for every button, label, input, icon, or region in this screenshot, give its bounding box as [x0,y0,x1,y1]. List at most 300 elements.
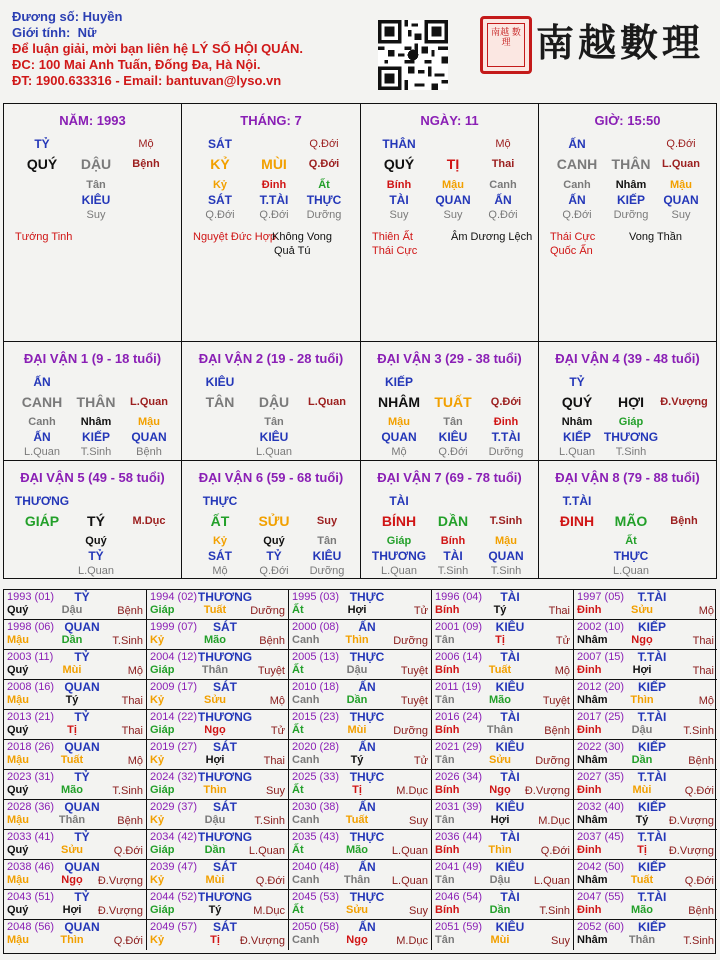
year-stem: Canh [292,934,320,946]
dai-van-title: ĐẠI VẬN 3 (29 - 38 tuổi) [377,351,522,366]
year-branch: Tý [635,814,649,826]
year-cell [574,860,717,890]
pillar-top-left-god: SÁT [208,137,232,151]
year-god: ẤN [358,740,376,754]
year-label: 2032 (40) [577,801,625,813]
year-god: TÀI [500,590,520,604]
year-cell [4,590,147,620]
hidden-god: THƯƠNG [371,549,427,563]
pillar-branch-state: Bệnh [132,158,160,170]
year-label: 2010 (18) [292,681,340,693]
hidden-stem: Nhâm [615,179,647,191]
year-cell [289,590,432,620]
year-god: T.TÀI [637,770,667,784]
year-god: T.TÀI [637,590,667,604]
hidden-state: Mộ [391,446,407,458]
hidden-god: THỰC [613,549,649,563]
dai-van-state: Bệnh [670,515,698,527]
hidden-god: ẤN [494,193,512,207]
year-label: 2039 (47) [150,861,198,873]
year-cell [432,740,574,770]
year-cell [4,860,147,890]
year-god: ẤN [358,800,376,814]
year-label: 2006 (14) [435,651,483,663]
year-stem: Giáp [150,604,175,616]
year-cell [432,620,574,650]
year-stem: Tân [435,814,455,826]
hidden-god: T.TÀI [259,193,289,207]
year-stem: Ất [292,784,304,796]
year-state: Tử [555,635,570,647]
hidden-stem: Mậu [388,416,410,428]
year-label: 2045 (53) [292,891,340,903]
year-branch: Dần [631,754,653,766]
year-cell [147,830,289,860]
contact-line: Để luận giải, mời bạn liên hệ LÝ SỐ HỘI QUÁN. [12,41,303,56]
year-label: 2034 (42) [150,831,198,843]
year-label: 2004 (12) [150,651,198,663]
dai-van-top-god: TÀI [389,494,409,508]
dai-van-state: Đ.Vượng [660,396,708,408]
year-branch: Hợi [62,904,82,916]
dai-van-top-god: TỶ [569,375,585,389]
year-label: 2009 (17) [150,681,198,693]
hidden-god: KIÊU [438,430,468,444]
year-god: THỰC [349,770,385,784]
dai-van-top-god: KIẾP [384,375,414,389]
year-stem: Quý [7,904,29,916]
year-stem: Tân [435,694,455,706]
dai-van-branch: TUẤT [434,394,472,410]
year-stem: Tân [435,934,455,946]
year-stem: Kỷ [150,634,165,646]
year-stem: Giáp [150,784,175,796]
star-2: Quả Tú [274,245,311,257]
year-cell [147,890,289,920]
year-cell [289,770,432,800]
hidden-god: QUAN [488,549,524,563]
year-cell [574,620,717,650]
hidden-state: T.Sinh [437,565,469,577]
star-0: Tướng Tinh [15,231,73,243]
year-label: 1998 (06) [7,621,55,633]
year-god: THƯƠNG [197,830,253,844]
year-cell [289,890,432,920]
year-stem: Nhâm [577,634,608,646]
year-god: QUAN [64,680,100,694]
year-label: 2002 (10) [577,621,625,633]
year-branch: Thìn [345,634,369,646]
year-god: KIÊU [495,860,525,874]
year-god: TỶ [74,590,90,604]
dai-van-branch: HỢI [618,394,644,410]
chart-header [12,9,303,89]
star-1: Âm Dương Lệch [451,231,533,243]
year-state: Bệnh [544,725,570,737]
year-cell [4,680,147,710]
year-state: Bệnh [117,605,143,617]
hidden-state: Dưỡng [613,209,649,221]
year-cell [289,830,432,860]
hidden-stem: Ất [625,535,637,547]
star-0: Thiên Ất [372,231,413,243]
year-god: KIÊU [495,740,525,754]
hidden-stem: Kỷ [212,179,228,191]
hidden-state: T.Sinh [80,446,112,458]
year-branch: Dậu [489,874,511,886]
year-state: Dưỡng [535,755,570,767]
year-label: 2027 (35) [577,771,625,783]
hidden-state: L.Quan [380,565,418,577]
year-branch: Tị [495,634,505,646]
year-branch: Mão [204,634,226,646]
year-god: TÀI [500,710,520,724]
hidden-state: T.Sinh [615,446,647,458]
dai-van-state: Suy [316,515,338,527]
year-state: T.Sinh [112,635,143,647]
hidden-stem: Đinh [493,416,519,428]
hidden-stem: Nhâm [80,416,112,428]
year-god: THƯƠNG [197,770,253,784]
pillar-top-right: Mộ [495,138,511,150]
year-cell [4,710,147,740]
year-cell [432,770,574,800]
dai-van-branch: DẬU [258,394,290,410]
year-state: Q.Đới [684,875,714,887]
hidden-god: SÁT [208,193,232,207]
year-god: TỶ [74,650,90,664]
year-god: SÁT [213,920,237,934]
year-god: QUAN [64,740,100,754]
year-state: Mộ [127,755,143,767]
year-branch: Hợi [490,814,510,826]
year-stem: Kỷ [150,694,165,706]
hidden-state: Dưỡng [306,209,342,221]
address-line: ĐC: 100 Mai Anh Tuấn, Đống Đa, Hà Nội. [12,57,261,72]
pillar-title: GIỜ: 15:50 [594,113,661,128]
year-branch: Tị [67,724,77,736]
hidden-god: QUAN [435,193,471,207]
year-label: 2011 (19) [435,681,482,693]
year-cell [147,740,289,770]
pillar-branch: THÂN [611,156,651,172]
year-state: Đ.Vượng [524,785,570,797]
year-state: Q.Đới [113,935,143,947]
year-branch: Thân [343,874,371,886]
pillar-branch: MÙI [261,156,287,172]
year-cell [432,650,574,680]
year-stem: Bính [435,604,460,616]
year-state: Đ.Vượng [668,845,714,857]
year-god: TỶ [74,830,90,844]
year-label: 1993 (01) [7,591,55,603]
year-state: M.Dục [253,905,285,917]
year-stem: Bính [435,904,460,916]
year-god: TỶ [74,710,90,724]
pillar-title: NĂM: 1993 [59,113,126,128]
year-god: SÁT [213,620,237,634]
year-stem: Quý [7,604,29,616]
year-stem: Nhâm [577,814,608,826]
year-state: Đ.Vượng [239,935,285,947]
year-god: SÁT [213,860,237,874]
logo-text: 南越數理 [536,20,705,65]
hidden-state: L.Quan [255,446,293,458]
dai-van-7 [360,460,539,579]
year-label: 2036 (44) [435,831,483,843]
hidden-stem: Canh [563,179,591,191]
year-branch: Ngọ [346,934,368,946]
year-state: Tuyệt [400,695,428,707]
year-stem: Quý [7,784,29,796]
year-god: KIÊU [495,800,525,814]
dai-van-6 [181,460,361,579]
year-state: Bệnh [259,635,285,647]
dai-van-3 [360,341,539,461]
year-state: Thai [263,755,285,767]
year-god: QUAN [64,620,100,634]
year-stem: Đinh [577,724,602,736]
year-cell [4,740,147,770]
year-god: TỶ [74,890,90,904]
hidden-stem: Quý [263,535,285,547]
year-branch: Thân [486,724,514,736]
year-branch: Ngọ [489,784,511,796]
year-label: 2024 (32) [150,771,198,783]
year-stem: Đinh [577,664,602,676]
dai-van-title: ĐẠI VẬN 8 (79 - 88 tuổi) [555,470,700,485]
dai-van-top-god: THƯƠNG [14,494,70,508]
year-branch: Sửu [488,754,512,766]
year-god: TÀI [500,890,520,904]
year-stem: Giáp [150,664,175,676]
year-cell [289,920,432,950]
year-state: Thai [548,605,570,617]
year-stem: Mậu [7,694,29,706]
year-stem: Giáp [150,844,175,856]
year-branch: Thìn [488,844,512,856]
year-god: THỰC [349,710,385,724]
year-cell [4,800,147,830]
year-state: Bệnh [688,905,714,917]
year-stem: Kỷ [150,754,165,766]
year-god: T.TÀI [637,830,667,844]
year-branch: Tuất [630,874,654,886]
hidden-stem: Giáp [618,416,644,428]
year-label: 2040 (48) [292,861,340,873]
year-branch: Dần [489,904,511,916]
year-god: TÀI [500,830,520,844]
year-label: 1994 (02) [150,591,198,603]
star-0: Thái Cực [550,231,596,243]
year-branch: Mùi [632,784,652,796]
year-branch: Tý [350,754,364,766]
pillar-stem: QUÝ [383,156,415,172]
hidden-stem: Quý [85,535,107,547]
year-label: 1995 (03) [292,591,340,603]
hidden-state: L.Quan [77,565,115,577]
year-cell [432,710,574,740]
dai-van-branch: MÃO [614,513,648,529]
dai-van-stem: BÍNH [381,513,417,529]
dai-van-title: ĐẠI VẬN 4 (39 - 48 tuổi) [555,351,700,366]
year-stem: Ất [292,904,304,916]
year-branch: Tị [352,784,362,796]
year-cell [432,800,574,830]
year-stem: Quý [7,844,29,856]
year-state: Suy [551,935,570,947]
year-stem: Ất [292,844,304,856]
year-state: Suy [266,785,285,797]
year-state: Tử [270,725,285,737]
seal-glyph: 南越 數理 [487,23,525,67]
hidden-stem: Đinh [261,179,287,191]
year-cell [147,680,289,710]
year-label: 2012 (20) [577,681,625,693]
year-branch: Dần [61,634,83,646]
year-god: THƯƠNG [197,650,253,664]
year-branch: Mão [61,784,83,796]
year-stem: Mậu [7,934,29,946]
year-cell [147,710,289,740]
year-label: 2035 (43) [292,831,340,843]
star-0: Nguyệt Đức Hợp [193,231,277,243]
year-god: ẤN [358,920,376,934]
owner-label: Đương số: [12,9,80,24]
year-cell [574,770,717,800]
year-stem: Nhâm [577,694,608,706]
pillar-stem: CANH [556,156,598,172]
year-stem: Bính [435,784,460,796]
year-god: T.TÀI [637,650,667,664]
gender-row [12,25,303,41]
hidden-god: KIÊU [81,193,111,207]
year-stem: Giáp [150,724,175,736]
year-cell [4,830,147,860]
year-branch: Sửu [203,694,227,706]
year-state: Tuyệt [542,695,570,707]
dai-van-title: ĐẠI VẬN 1 (9 - 18 tuổi) [23,351,162,366]
year-label: 2026 (34) [435,771,483,783]
hidden-state: Dưỡng [309,565,345,577]
year-state: L.Quan [391,845,428,857]
hidden-state: Suy [389,209,409,221]
year-god: ẤN [358,620,376,634]
hidden-state: Suy [671,209,691,221]
year-label: 2008 (16) [7,681,55,693]
year-god: KIẾP [637,920,667,934]
hidden-state: Q.Đới [562,209,592,221]
year-stem: Mậu [7,754,29,766]
year-cell [432,830,574,860]
hidden-state: Mộ [212,565,228,577]
owner-row [12,9,303,25]
year-god: ẤN [358,680,376,694]
year-cell [574,680,717,710]
year-state: Dưỡng [393,635,428,647]
year-label: 2007 (15) [577,651,625,663]
year-cell [574,800,717,830]
year-state: Mộ [698,605,714,617]
hidden-state: Q.Đới [438,446,468,458]
year-state: Thai [692,665,714,677]
year-branch: Hợi [632,664,652,676]
year-branch: Thìn [630,694,654,706]
hidden-state: Bệnh [136,446,162,458]
year-cell [574,920,717,950]
year-stem: Quý [7,664,29,676]
pillar-top-right: Q.Đới [666,138,696,150]
dai-van-state: L.Quan [308,396,346,408]
year-god: KIÊU [495,620,525,634]
year-branch: Tị [210,934,220,946]
year-branch: Thân [58,814,86,826]
year-branch: Tý [208,904,222,916]
year-stem: Nhâm [577,874,608,886]
year-state: Tử [413,605,428,617]
hidden-state: Q.Đới [488,209,518,221]
year-branch: Mão [489,694,511,706]
year-cell [147,770,289,800]
year-branch: Sửu [630,604,654,616]
hidden-state: Dưỡng [488,446,524,458]
year-state: Đ.Vượng [668,815,714,827]
year-god: THƯƠNG [197,710,253,724]
year-cell [574,740,717,770]
hidden-god: ẤN [568,193,586,207]
year-state: Q.Đới [113,845,143,857]
year-label: 2046 (54) [435,891,483,903]
year-label: 2014 (22) [150,711,198,723]
year-branch: Mùi [62,664,82,676]
dai-van-branch: TÝ [87,513,105,529]
pillar-top-right: Q.Đới [309,138,339,150]
year-state: Tuyệt [400,665,428,677]
hidden-stem: Giáp [386,535,412,547]
year-label: 2037 (45) [577,831,625,843]
hidden-god: THƯƠNG [603,430,659,444]
year-branch: Mùi [490,934,510,946]
pillar-branch: DẬU [80,156,112,172]
hidden-state: L.Quan [612,565,650,577]
year-cell [4,650,147,680]
year-god: KIẾP [637,860,667,874]
year-god: THỰC [349,890,385,904]
hidden-state: L.Quan [558,446,596,458]
year-god: QUAN [64,800,100,814]
hidden-state: Suy [443,209,463,221]
year-cell [432,860,574,890]
year-god: THỰC [349,830,385,844]
hidden-stem: Ất [318,179,330,191]
year-branch: Dần [346,694,368,706]
year-stem: Bính [435,664,460,676]
hidden-state: Suy [86,209,106,221]
pillar-stem: KỶ [210,156,230,172]
year-god: KIẾP [637,680,667,694]
year-branch: Dậu [204,814,226,826]
year-cell [4,920,147,950]
year-label: 2021 (29) [435,741,483,753]
dai-van-branch: SỬU [258,513,290,529]
year-state: Tử [413,755,428,767]
year-cell [147,800,289,830]
year-cell [432,920,574,950]
year-stem: Đinh [577,604,602,616]
year-god: KIÊU [495,920,525,934]
dai-van-2 [181,341,361,461]
year-god: QUAN [64,920,100,934]
